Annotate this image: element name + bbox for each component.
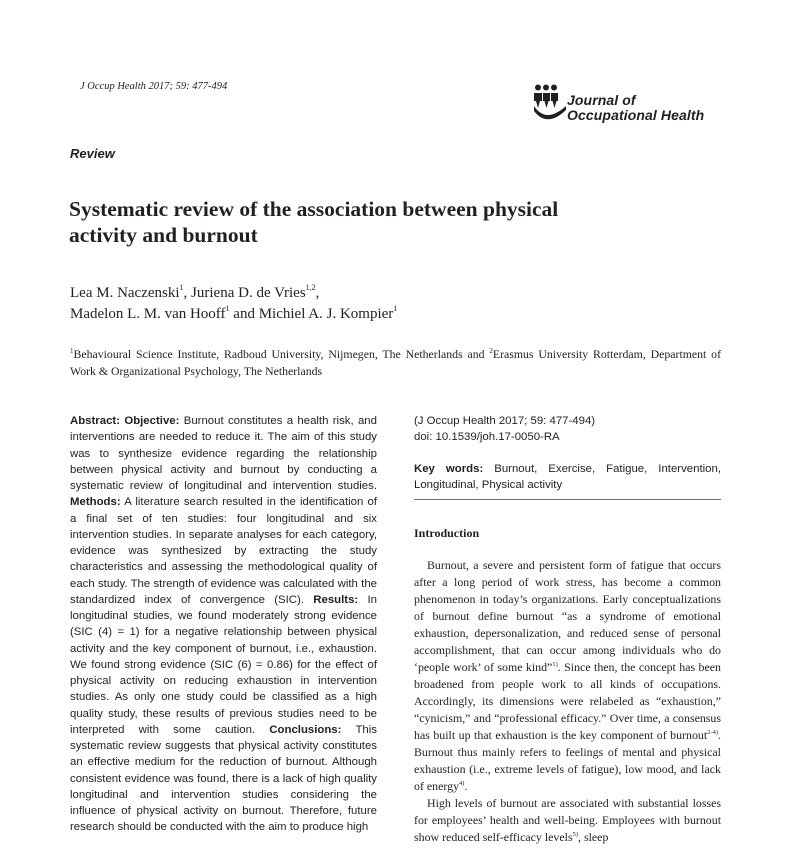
abstract-conclusions-label: Conclusions: [269,723,342,736]
introduction-heading: Introduction [414,526,480,540]
abstract-results: In longitudinal studies, we found moderately strong evidence (SIC (4) = 1) for a negative relationship between physical activity and the key component of burnout, i.e., exhaustion. We found strong evidence (SIC (6) = 0.86) for the effect of physical activity on reducing exhaustion in intervention studies. As only one study could be classified as a high quality study, these results of previous studies need to be interpreted with some caution. [70,593,378,736]
paragraph-text: . [464,779,468,793]
keywords-label: Key words: [414,463,484,475]
introduction-body [414,557,721,846]
paragraph-text: High levels of burnout are associated with substantial losses for employees’ health and well-being. Employees with burnout show reduced self-efficacy levels [414,796,721,844]
abstract-results-label: Results: [313,593,359,606]
section-divider [414,499,721,500]
author-affiliation-marker: 1 [225,304,230,313]
citation-line: (J Occup Health 2017; 59: 477-494) [414,415,596,427]
reference-marker: 4) [459,780,465,787]
author-list [70,283,720,325]
affiliation-marker: 2 [489,347,493,355]
paragraph-text: , sleep [578,830,609,844]
affiliations [70,346,721,380]
author-separator: , [315,285,320,301]
paragraph-text: . Burnout thus mainly refers to feelings of mental and physical exhaustion (i.e., extreme levels of fatigue), low mood, and lack of energy [414,728,721,793]
abstract-objective: Burnout constitutes a health risk, and interventions are needed to reduce it. The aim of this study was to synthesize evidence regarding the relationship between physical activity and burnout by conducting a systematic review of longitudinal and intervention studies. [70,415,377,492]
abstract-heading: Abstract: Objective: [70,415,180,427]
author-separator: , [183,285,192,301]
paragraph-text: . Since then, the concept has been broadened from people work to all kinds of occupations. Accordingly, its dimensions were relabeled as “exhaustion,” “cynicism,” and “professional efficacy.” Over time, a consensus has built up that exhaustion is the key component of burnout [414,660,722,742]
author-name: Michiel A. J. Kompier [258,306,394,322]
affiliation-text: Erasmus University Rotterdam, Department of Work & Organizational Psychology, The Netherlands [70,347,722,378]
affiliation-text: Behavioural Science Institute, Radboud University, Nijmegen, The Netherlands and [73,347,490,361]
keywords [414,461,721,494]
journal-logo-icon [533,84,567,122]
citation-block [414,413,721,446]
journal-name-line1: Journal of [567,92,636,108]
reference-marker: 1) [552,661,558,668]
abstract [70,413,377,836]
author-name: Madelon L. M. van Hooff [70,306,226,322]
article-type-label: Review [70,146,115,161]
reference-marker: 5) [572,831,579,838]
author-affiliation-marker: 1,2 [305,283,316,292]
journal-logo [533,84,733,126]
paragraph [414,557,721,795]
affiliation-marker: 1 [70,347,74,355]
author-affiliation-marker: 1 [393,304,398,313]
journal-citation: J Occup Health 2017; 59: 477-494 [80,81,228,92]
abstract-methods-label: Methods: [70,496,121,509]
author-name: Juriena D. de Vries [191,285,306,301]
keywords-text: Burnout, Exercise, Fatigue, Intervention, Longitudinal, Physical activity [414,463,721,492]
paragraph-text: Burnout, a severe and persistent form of fatigue that occurs after a long period of work stress, has become a common phenomenon in today’s organizations. Early conceptualizations of burnout define burnout “as a syndrome of emotional exhaustion, depersonalization, and reduced sense of personal accomplishment, that can occur among individuals who do ‘people work’ of some kind” [414,558,721,674]
reference-marker: 2-4) [707,729,719,736]
abstract-methods: A literature search resulted in the identification of a final set of ten studies: four longitudinal and six intervention studies. In separate analyses for each category, evidence was synthesized by extracting the study characteristics and assessing the methodological quality of each study. The strength of evidence was calculated with the standardized index of convergence (SIC). [70,496,377,606]
author-separator: and [229,306,259,322]
author-name: Lea M. Naczenski [70,285,180,301]
author-affiliation-marker: 1 [179,283,184,292]
doi-line: doi: 10.1539/joh.17-0050-RA [414,431,560,444]
paragraph [414,795,721,846]
abstract-conclusions: This systematic review suggests that physical activity constitutes an effective medium for the reduction of burnout. Although consistent evidence was found, there is a lack of high quality longitudinal and intervention studies considering the influence of physical activity on burnout. Therefore, future research should be conducted with the aim to produce high [70,723,377,834]
article-title: Systematic review of the association between physical activity and burnout [69,197,559,247]
journal-name-line2: Occupational Health [567,107,705,123]
